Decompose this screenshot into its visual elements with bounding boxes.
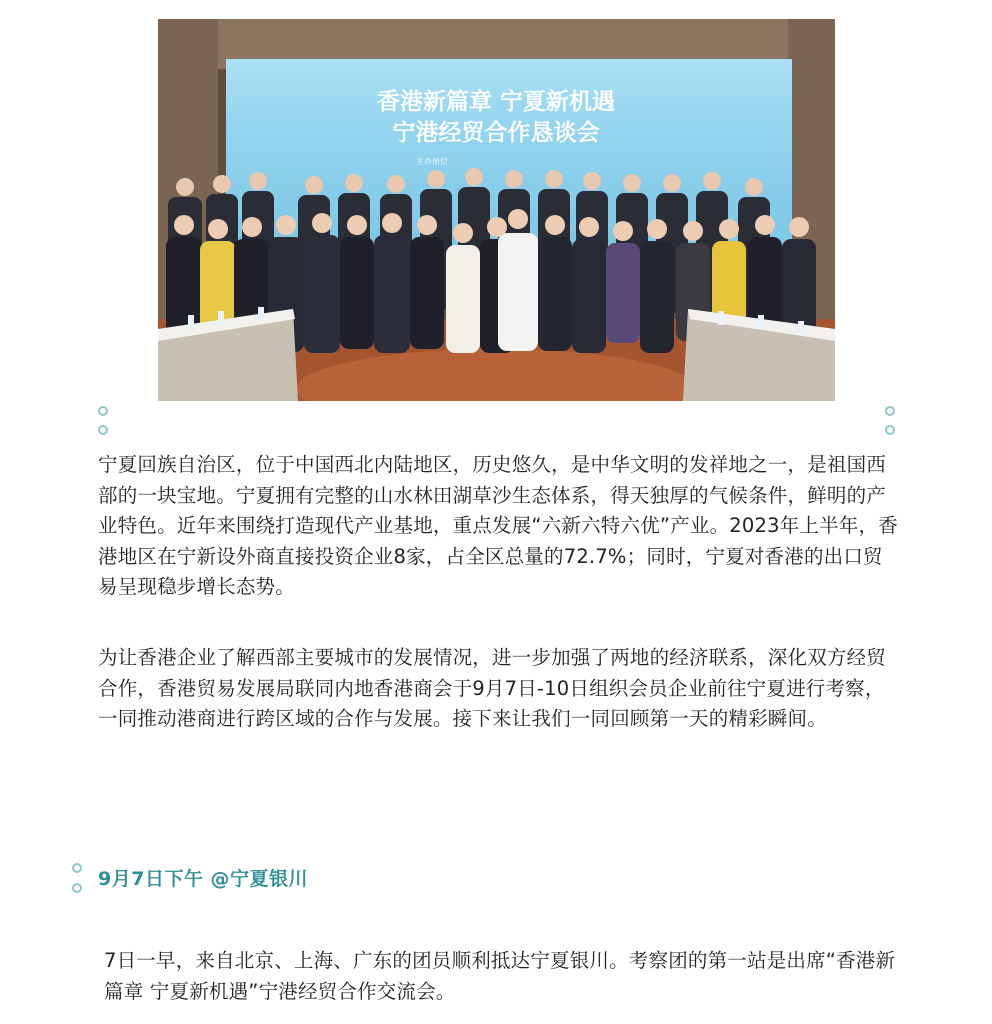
- intro-paragraph-1: 宁夏回族自治区，位于中国西北内陆地区，历史悠久，是中华文明的发祥地之一，是祖国西部的一块宝地。宁夏拥有完整的山水林田湖草沙生态体系，得天独厚的气候条件，鲜明的产业特色。近年来围绕打造现代产业基地，重点发展“六新六特六优”产业。2023年上半年，香港地区在宁新设外商直接投资企业8家，占全区总量的72.7%；同时，宁夏对香港的出口贸易呈现稳步增长态势。: [98, 453, 898, 598]
- section-heading: 9月7日下午 @宁夏银川: [98, 868, 309, 890]
- section-paragraph: 7日一早，来自北京、上海、广东的团员顺利抵达宁夏银川。考察团的第一站是出席“香港新篇章 宁夏新机遇”宁港经贸合作交流会。: [104, 949, 896, 1003]
- decorative-ring-icon: [885, 425, 895, 435]
- group-photo-illustration: [158, 19, 835, 401]
- group-photo: [158, 19, 835, 401]
- banner-organizer-label: 主办单位: [416, 157, 448, 166]
- decorative-ring-icon: [72, 883, 82, 893]
- decorative-ring-icon: [72, 863, 82, 873]
- decorative-ring-icon: [98, 425, 108, 435]
- banner-title-line1: 香港新篇章 宁夏新机遇: [376, 89, 616, 115]
- intro-paragraph-2: 为让香港企业了解西部主要城市的发展情况，进一步加强了两地的经济联系，深化双方经贸合作，香港贸易发展局联同内地香港商会于9月7日-10日组织会员企业前往宁夏进行考察，一同推动港商进行跨区域的合作与发展。接下来让我们一同回顾第一天的精彩瞬间。: [98, 646, 887, 730]
- banner-title-line2: 宁港经贸合作恳谈会: [392, 120, 600, 146]
- decorative-ring-icon: [885, 406, 895, 416]
- decorative-ring-icon: [98, 406, 108, 416]
